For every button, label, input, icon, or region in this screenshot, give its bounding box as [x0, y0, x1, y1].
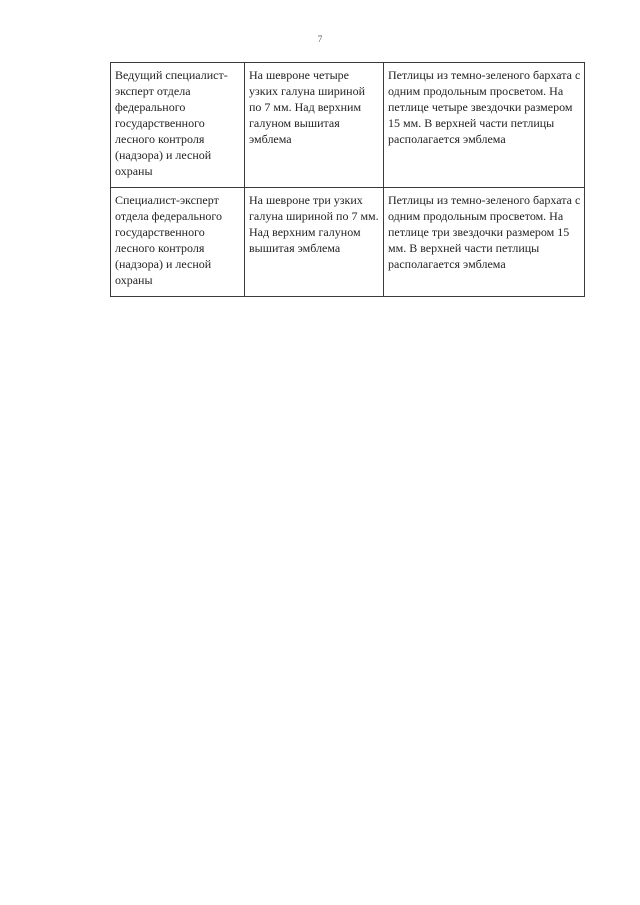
table-row: [111, 63, 585, 188]
buttonhole-cell: Петлицы из темно-зеленого бархата с одним продольным просветом. На петлице три звездочки размером 15 мм. В верхней части петлицы располагается эмблема: [384, 188, 585, 297]
position-cell: Специалист-эксперт отдела федерального государственного лесного контроля (надзора) и лесной охраны: [111, 188, 245, 297]
insignia-table: [110, 62, 585, 297]
buttonhole-cell: Петлицы из темно-зеленого бархата с одним продольным просветом. На петлице четыре звездочки размером 15 мм. В верхней части петлицы располагается эмблема: [384, 63, 585, 188]
position-cell: Ведущий специалист-эксперт отдела федерального государственного лесного контроля (надзора) и лесной охраны: [111, 63, 245, 188]
page-number: 7: [317, 34, 323, 44]
table-row: [111, 188, 585, 297]
chevron-cell: На шевроне три узких галуна шириной по 7 мм. Над верхним галуном вышитая эмблема: [245, 188, 384, 297]
chevron-cell: На шевроне четыре узких галуна шириной по 7 мм. Над верхним галуном вышитая эмблема: [245, 63, 384, 188]
